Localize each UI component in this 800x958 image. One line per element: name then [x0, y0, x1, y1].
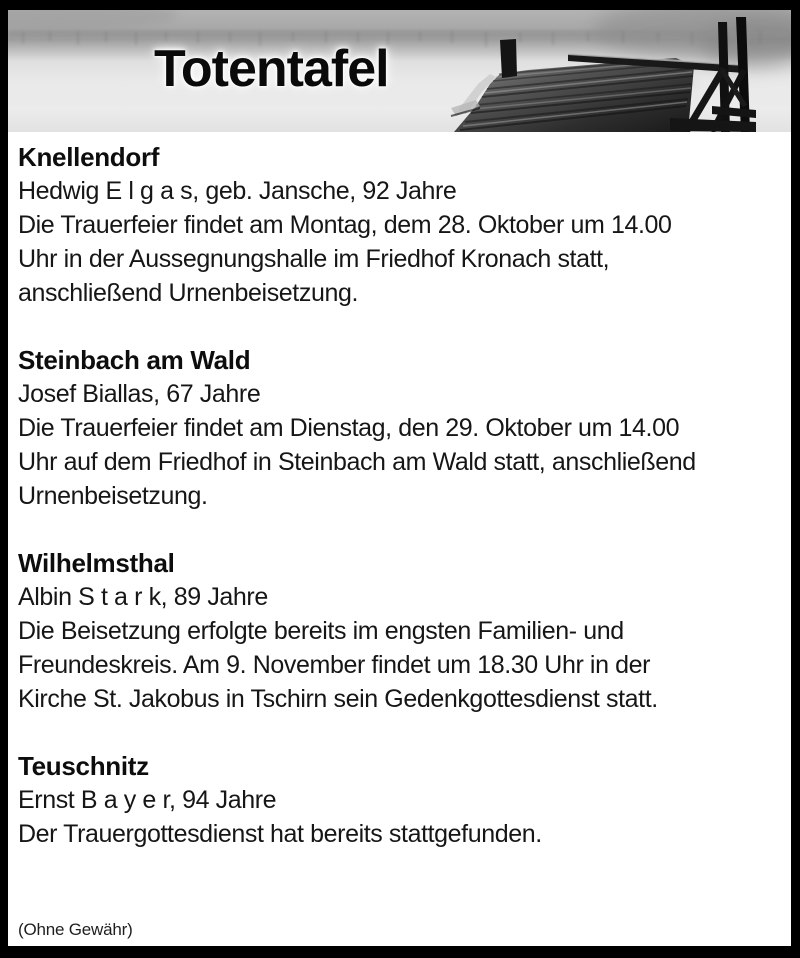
page-title: Totentafel: [154, 40, 389, 98]
deceased-line: Albin S t a r k, 89 Jahre: [18, 583, 268, 611]
notice-line: Uhr in der Aussegnungshalle im Friedhof Kronach statt,: [18, 245, 610, 273]
obituary-list: [8, 132, 791, 851]
dock-lake-photo: [8, 10, 791, 132]
section-place-heading: Teuschnitz: [18, 751, 149, 781]
section-place-heading: Knellendorf: [18, 142, 160, 172]
notice-line: Urnenbeisetzung.: [18, 482, 208, 510]
notice-line: Kirche St. Jakobus in Tschirn sein Gedenkgottesdienst statt.: [18, 685, 658, 713]
disclaimer-note: (Ohne Gewähr): [18, 920, 133, 939]
section-place-heading: Steinbach am Wald: [18, 345, 251, 375]
notice-line: Freundeskreis. Am 9. November findet um 18.30 Uhr in der: [18, 651, 651, 679]
obituary-section-knellendorf: [18, 140, 785, 310]
deceased-line: Josef Biallas, 67 Jahre: [18, 380, 261, 408]
notice-line: Der Trauergottesdienst hat bereits stattgefunden.: [18, 820, 542, 848]
deceased-line: Hedwig E l g a s, geb. Jansche, 92 Jahre: [18, 177, 457, 205]
header-photo: [8, 10, 791, 132]
notice-line: Die Beisetzung erfolgte bereits im engsten Familien- und: [18, 617, 624, 645]
section-place-heading: Wilhelmsthal: [18, 548, 175, 578]
obituary-section-wilhelmsthal: [18, 546, 785, 716]
deceased-line: Ernst B a y e r, 94 Jahre: [18, 786, 277, 814]
notice-line: Die Trauerfeier findet am Montag, dem 28. Oktober um 14.00: [18, 211, 672, 239]
obituary-section-steinbach: [18, 343, 785, 513]
notice-line: Uhr auf dem Friedhof in Steinbach am Wald statt, anschließend: [18, 448, 696, 476]
obituary-section-teuschnitz: [18, 749, 785, 851]
notice-line: Die Trauerfeier findet am Dienstag, den 29. Oktober um 14.00: [18, 414, 680, 442]
notice-line: anschließend Urnenbeisetzung.: [18, 279, 359, 307]
